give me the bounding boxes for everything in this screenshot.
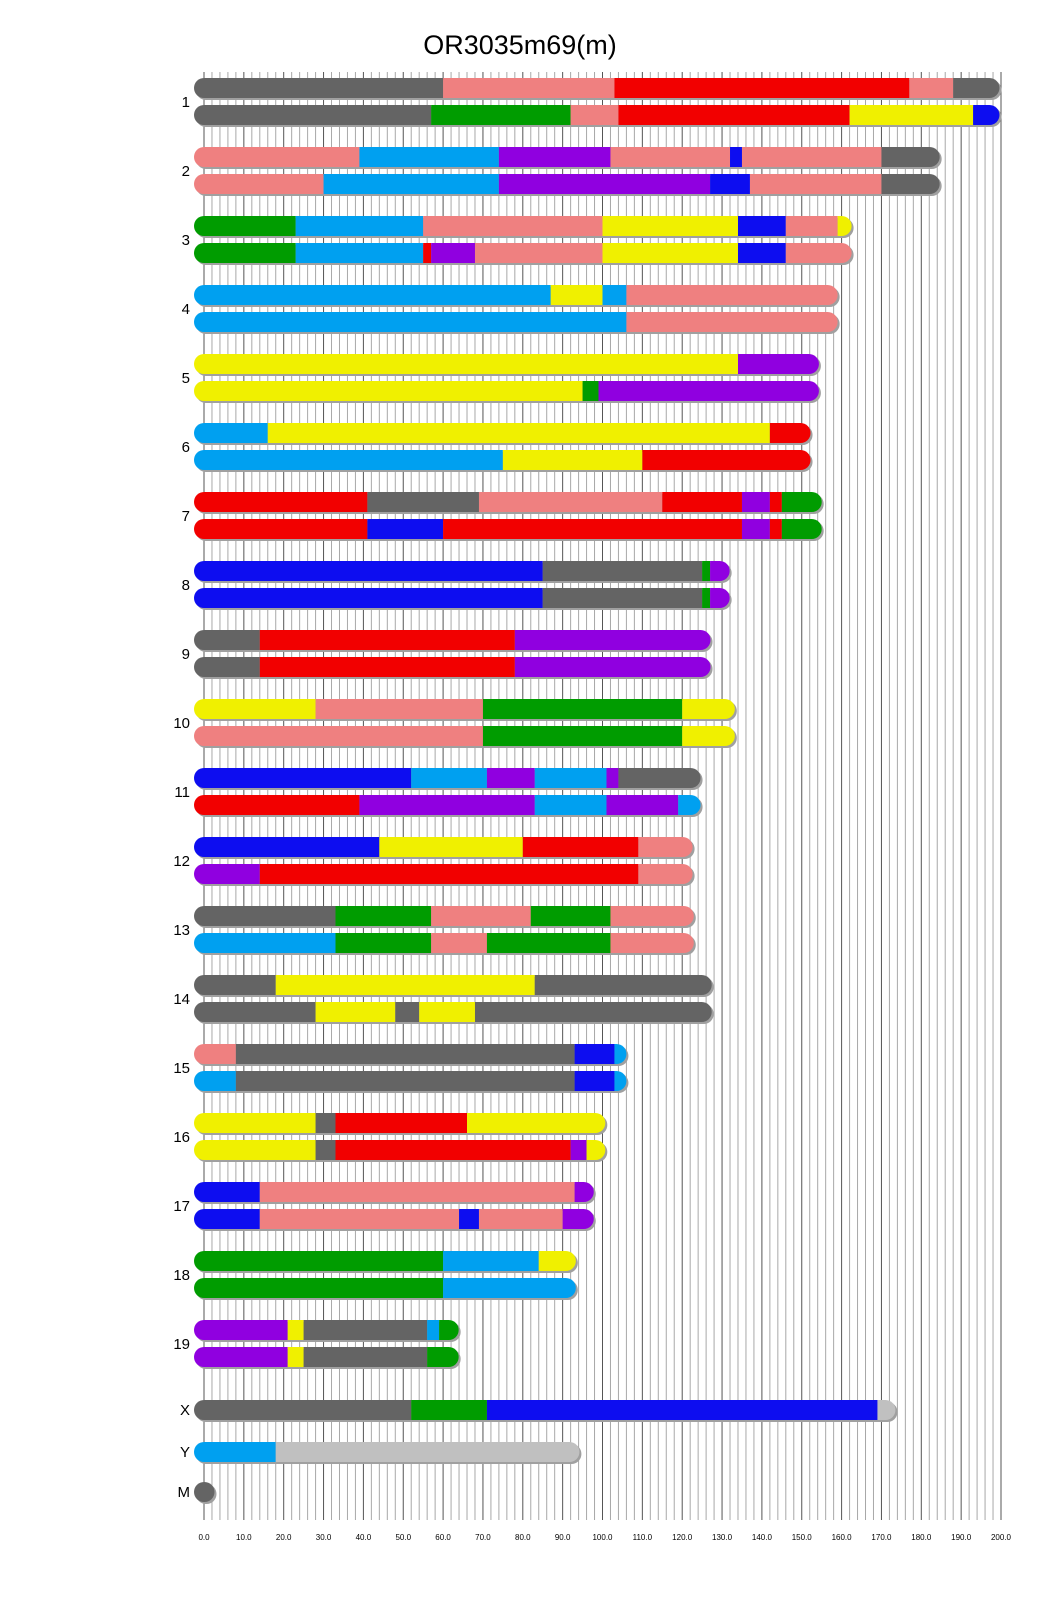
haplotype-segment xyxy=(571,1140,587,1160)
haplotype-segment xyxy=(194,1044,236,1064)
haplotype-segment xyxy=(702,588,710,608)
haplotype-segment xyxy=(638,864,698,884)
haplotype-segment xyxy=(194,450,503,470)
haplotype-segment xyxy=(610,147,730,167)
x-tick-label: 100.0 xyxy=(592,1533,613,1542)
x-tick-label: 70.0 xyxy=(475,1533,491,1542)
haplotype-segment xyxy=(194,1140,316,1160)
haplotype-segment xyxy=(194,1347,288,1367)
haplotype-segment xyxy=(336,933,432,953)
haplotype-segment xyxy=(431,906,531,926)
chromosome-x xyxy=(180,1400,901,1422)
haplotype-segment xyxy=(662,492,742,512)
chromosome-14 xyxy=(173,975,717,1024)
haplotype-track xyxy=(194,837,699,859)
x-tick-label: 50.0 xyxy=(395,1533,412,1542)
haplotype-segment xyxy=(606,795,678,815)
haplotype-segment xyxy=(423,243,431,263)
x-tick-label: 20.0 xyxy=(275,1533,292,1542)
haplotype-segment xyxy=(288,1320,304,1340)
haplotype-segment xyxy=(742,492,770,512)
haplotype-segment xyxy=(316,1113,336,1133)
haplotype-track xyxy=(194,657,717,679)
haplotype-segment xyxy=(194,78,443,98)
haplotype-segment xyxy=(194,285,551,305)
chromosome-label: 7 xyxy=(181,508,190,525)
haplotype-segment xyxy=(316,1002,396,1022)
chromosome-label: 1 xyxy=(181,94,190,111)
haplotype-track xyxy=(194,147,946,169)
haplotype-segment xyxy=(523,837,639,857)
haplotype-segment xyxy=(850,105,974,125)
haplotype-track xyxy=(194,1442,585,1464)
x-tick-label: 150.0 xyxy=(791,1533,812,1542)
haplotype-segment xyxy=(288,1347,304,1367)
haplotype-segment xyxy=(194,1278,443,1298)
haplotype-segment xyxy=(439,1320,465,1340)
haplotype-track xyxy=(194,1140,611,1162)
haplotype-segment xyxy=(194,837,379,857)
haplotype-segment xyxy=(411,768,487,788)
haplotype-segment xyxy=(503,450,642,470)
haplotype-segment xyxy=(260,1209,459,1229)
haplotype-segment xyxy=(459,1209,479,1229)
haplotype-track xyxy=(194,1347,465,1369)
haplotype-segment xyxy=(738,243,786,263)
haplotype-segment xyxy=(543,561,702,581)
haplotype-segment xyxy=(194,1400,411,1420)
haplotype-segment xyxy=(786,243,858,263)
haplotype-segment xyxy=(194,492,367,512)
chromosome-2 xyxy=(182,147,946,196)
haplotype-segment xyxy=(194,1209,260,1229)
haplotype-segment xyxy=(603,243,738,263)
haplotype-segment xyxy=(710,174,750,194)
haplotype-segment xyxy=(260,630,515,650)
x-tick-label: 120.0 xyxy=(672,1533,693,1542)
haplotype-segment xyxy=(599,381,825,401)
haplotype-segment xyxy=(614,78,909,98)
haplotype-segment xyxy=(483,726,682,746)
haplotype-segment xyxy=(194,795,359,815)
haplotype-segment xyxy=(194,657,260,677)
haplotype-segment xyxy=(194,699,316,719)
haplotype-segment xyxy=(515,657,717,677)
haplotype-segment xyxy=(487,933,611,953)
x-tick-label: 60.0 xyxy=(435,1533,451,1542)
haplotype-segment xyxy=(583,381,599,401)
haplotype-track xyxy=(194,1251,582,1273)
haplotype-segment xyxy=(626,312,843,332)
chromosome-label: 3 xyxy=(181,232,190,249)
haplotype-segment xyxy=(296,216,424,236)
haplotype-segment xyxy=(475,243,603,263)
x-tick-label: 0.0 xyxy=(198,1533,210,1542)
chromosome-label: 4 xyxy=(181,301,190,318)
chromosome-label: 8 xyxy=(181,577,190,594)
haplotype-segment xyxy=(587,1140,612,1160)
x-tick-label: 80.0 xyxy=(515,1533,531,1542)
haplotype-segment xyxy=(427,1320,439,1340)
x-tick-label: 10.0 xyxy=(236,1533,252,1542)
x-tick-label: 110.0 xyxy=(632,1533,653,1542)
haplotype-segment xyxy=(909,78,953,98)
haplotype-segment xyxy=(194,864,260,884)
haplotype-track xyxy=(194,588,736,610)
haplotype-segment xyxy=(379,837,522,857)
chromosome-label: 2 xyxy=(181,163,190,180)
haplotype-track xyxy=(194,795,707,817)
x-tick-label: 180.0 xyxy=(911,1533,932,1542)
haplotype-segment xyxy=(730,147,742,167)
haplotype-track xyxy=(194,1400,901,1422)
haplotype-segment xyxy=(296,243,424,263)
haplotype-segment xyxy=(770,519,782,539)
haplotype-segment xyxy=(443,1251,539,1271)
haplotype-segment xyxy=(610,933,699,953)
chromosome-17 xyxy=(173,1182,599,1231)
haplotype-segment xyxy=(367,492,479,512)
chromosome-label: Y xyxy=(179,1444,190,1461)
haplotype-segment xyxy=(710,561,736,581)
haplotype-segment xyxy=(260,864,639,884)
haplotype-segment xyxy=(194,147,359,167)
x-tick-label: 200.0 xyxy=(990,1533,1012,1542)
haplotype-track xyxy=(194,174,946,196)
haplotype-segment xyxy=(194,216,296,236)
haplotype-segment xyxy=(236,1071,575,1091)
haplotype-segment xyxy=(618,768,706,788)
haplotype-segment xyxy=(431,933,487,953)
haplotype-segment xyxy=(194,1442,276,1462)
chromosome-label: 11 xyxy=(174,784,190,801)
haplotype-segment xyxy=(881,147,945,167)
haplotype-segment xyxy=(479,1209,563,1229)
chromosome-label: 14 xyxy=(173,991,190,1008)
haplotype-segment xyxy=(467,1113,611,1133)
haplotype-track xyxy=(194,381,825,403)
chromosome-m xyxy=(178,1482,221,1504)
haplotype-segment xyxy=(487,1400,878,1420)
x-tick-label: 90.0 xyxy=(554,1533,571,1542)
haplotype-segment xyxy=(194,1002,316,1022)
haplotype-segment xyxy=(276,1442,586,1462)
chromosome-label: 6 xyxy=(181,439,190,456)
haplotype-segment xyxy=(750,174,882,194)
haplotype-segment xyxy=(702,561,710,581)
haplotype-segment xyxy=(194,423,268,443)
haplotype-segment xyxy=(316,699,483,719)
chart-title: OR3035m69(m) xyxy=(423,30,617,60)
chromosome-label: 16 xyxy=(173,1129,190,1146)
haplotype-segment xyxy=(499,147,611,167)
chromosome-18 xyxy=(173,1251,582,1300)
haplotype-track xyxy=(194,630,717,652)
chromosome-9 xyxy=(182,630,717,679)
haplotype-segment xyxy=(194,243,296,263)
haplotype-segment xyxy=(742,519,770,539)
haplotype-segment xyxy=(575,1182,600,1202)
x-axis xyxy=(198,1533,1011,1542)
haplotype-segment xyxy=(194,630,260,650)
haplotype-segment xyxy=(535,795,607,815)
haplotype-segment xyxy=(431,105,570,125)
chromosome-label: 5 xyxy=(181,370,190,387)
haplotype-track xyxy=(194,105,1005,127)
haplotype-segment xyxy=(443,519,742,539)
haplotype-segment xyxy=(638,837,698,857)
haplotype-track xyxy=(194,933,700,955)
chromosome-label: 15 xyxy=(173,1060,190,1077)
chromosome-tracks xyxy=(173,78,1005,1504)
haplotype-segment xyxy=(618,105,849,125)
haplotype-segment xyxy=(367,519,443,539)
haplotype-segment xyxy=(606,768,618,788)
haplotype-segment xyxy=(479,492,662,512)
chromosome-10 xyxy=(173,699,741,748)
haplotype-track xyxy=(194,1482,220,1504)
haplotype-track xyxy=(194,906,700,928)
haplotype-segment xyxy=(194,1182,260,1202)
chromosome-label: X xyxy=(179,1402,190,1419)
haplotype-segment xyxy=(336,906,432,926)
haplotype-segment xyxy=(610,906,699,926)
x-tick-label: 160.0 xyxy=(831,1533,852,1542)
haplotype-track xyxy=(194,243,858,265)
haplotype-segment xyxy=(194,381,583,401)
haplotype-track xyxy=(194,78,1005,100)
chromosome-4 xyxy=(182,285,844,334)
haplotype-segment xyxy=(316,1140,336,1160)
haplotype-segment xyxy=(475,1002,718,1022)
haplotype-segment xyxy=(535,975,718,995)
haplotype-segment xyxy=(543,588,702,608)
haplotype-track xyxy=(194,1278,582,1300)
chromosome-label: 18 xyxy=(173,1267,190,1284)
haplotype-segment xyxy=(531,906,611,926)
chromosome-y xyxy=(180,1442,585,1464)
x-tick-label: 40.0 xyxy=(355,1533,372,1542)
haplotype-segment xyxy=(411,1400,487,1420)
haplotype-segment xyxy=(194,1320,288,1340)
haplotype-track xyxy=(194,285,844,307)
chromosome-19 xyxy=(173,1320,464,1369)
chromosome-label: 10 xyxy=(173,715,190,732)
haplotype-segment xyxy=(443,1278,582,1298)
haplotype-segment xyxy=(881,174,945,194)
haplotype-segment xyxy=(194,906,336,926)
haplotype-segment xyxy=(431,243,475,263)
haplotype-segment xyxy=(443,78,614,98)
haplotype-track xyxy=(194,450,817,472)
haplotype-segment xyxy=(487,768,535,788)
chromosome-3 xyxy=(182,216,878,265)
haplotype-track xyxy=(194,1071,632,1093)
chromosome-label: 19 xyxy=(173,1336,190,1353)
haplotype-segment xyxy=(336,1113,468,1133)
haplotype-segment xyxy=(603,285,627,305)
haplotype-segment xyxy=(194,105,431,125)
haplotype-track xyxy=(194,561,736,583)
haplotype-segment xyxy=(738,216,786,236)
haplotype-track xyxy=(194,975,718,997)
haplotype-segment xyxy=(603,216,738,236)
chromosome-label: 17 xyxy=(173,1198,190,1215)
haplotype-track xyxy=(194,1044,632,1066)
haplotype-track xyxy=(194,354,825,376)
haplotype-segment xyxy=(575,1071,615,1091)
chromosome-label: 9 xyxy=(181,646,190,663)
haplotype-segment xyxy=(194,768,411,788)
haplotype-segment xyxy=(194,354,738,374)
haplotype-track xyxy=(194,1320,465,1342)
haplotype-track xyxy=(194,726,741,748)
haplotype-segment xyxy=(614,1044,632,1064)
haplotype-segment xyxy=(194,174,324,194)
haplotype-segment xyxy=(194,561,543,581)
haplotype-track xyxy=(194,1113,611,1135)
haplotype-track xyxy=(194,216,878,238)
haplotype-segment xyxy=(782,519,838,539)
haplotype-segment xyxy=(359,147,498,167)
haplotype-segment xyxy=(359,795,534,815)
x-tick-label: 170.0 xyxy=(871,1533,892,1542)
haplotype-segment xyxy=(194,1113,316,1133)
haplotype-segment xyxy=(395,1002,419,1022)
haplotype-segment xyxy=(194,588,543,608)
haplotype-segment xyxy=(782,492,838,512)
haplotype-segment xyxy=(642,450,816,470)
haplotype-track xyxy=(194,864,699,886)
haplotype-segment xyxy=(260,1182,575,1202)
haplotype-segment xyxy=(268,423,770,443)
haplotype-segment xyxy=(194,726,483,746)
haplotype-segment xyxy=(423,216,602,236)
chromosome-5 xyxy=(182,354,825,403)
haplotype-segment xyxy=(419,1002,475,1022)
haplotype-segment xyxy=(194,312,626,332)
haplotype-segment xyxy=(336,1140,571,1160)
haplotype-segment xyxy=(276,975,535,995)
haplotype-track xyxy=(194,1002,718,1024)
haplotype-segment xyxy=(236,1044,575,1064)
haplotype-track xyxy=(194,519,838,541)
haplotype-track xyxy=(194,1209,600,1231)
x-tick-label: 30.0 xyxy=(315,1533,332,1542)
haplotype-segment xyxy=(515,630,717,650)
x-tick-label: 140.0 xyxy=(751,1533,772,1542)
x-tick-label: 190.0 xyxy=(951,1533,972,1542)
haplotype-segment xyxy=(304,1320,428,1340)
haplotype-segment xyxy=(575,1044,615,1064)
haplotype-segment xyxy=(614,1071,632,1091)
haplotype-track xyxy=(194,1182,600,1204)
haplotype-track xyxy=(194,699,741,721)
haplotype-segment xyxy=(194,933,336,953)
haplotype-segment xyxy=(304,1347,428,1367)
haplotype-segment xyxy=(710,588,736,608)
x-tick-label: 130.0 xyxy=(712,1533,733,1542)
chromosome-label: 12 xyxy=(173,853,190,870)
haplotype-segment xyxy=(260,657,515,677)
haplotype-track xyxy=(194,768,707,790)
haplotype-segment xyxy=(571,105,619,125)
haplotype-segment xyxy=(786,216,838,236)
haplotype-track xyxy=(194,492,838,514)
chromosome-16 xyxy=(173,1113,611,1162)
haplotype-segment xyxy=(770,492,782,512)
haplotype-track xyxy=(194,312,844,334)
haplotype-segment xyxy=(483,699,682,719)
chromosome-label: 13 xyxy=(173,922,190,939)
haplotype-segment xyxy=(194,975,276,995)
haplotype-segment xyxy=(738,354,825,374)
haplotype-segment xyxy=(742,147,881,167)
haplotype-segment xyxy=(499,174,710,194)
haplotype-segment xyxy=(324,174,499,194)
haplotype-segment xyxy=(535,768,607,788)
haplotype-segment xyxy=(626,285,843,305)
haplotype-segment xyxy=(551,285,603,305)
haplotype-segment xyxy=(194,1251,443,1271)
haplotype-segment xyxy=(194,519,367,539)
haplotype-track xyxy=(194,423,817,445)
chromosome-label: M xyxy=(177,1484,190,1501)
chromosome-7 xyxy=(182,492,838,541)
haplotype-segment xyxy=(194,1482,220,1502)
haplotype-segment xyxy=(194,1071,236,1091)
